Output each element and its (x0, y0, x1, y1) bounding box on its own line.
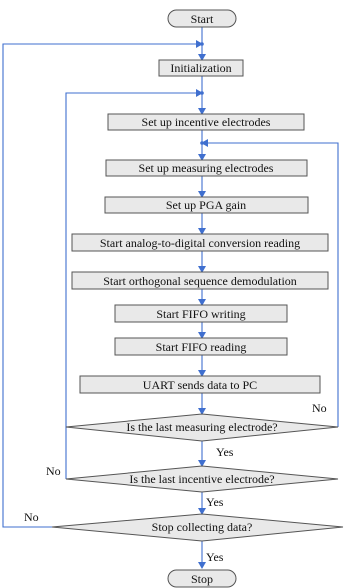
label-no-stop: No (24, 510, 39, 524)
label-no-measuring: No (312, 401, 327, 415)
node-stop (168, 570, 236, 587)
node-start-adc (72, 234, 328, 251)
junction-measuring-return (200, 141, 204, 145)
node-initialization (159, 60, 243, 76)
decision-last-measuring (66, 414, 338, 441)
label-yes-stop: Yes (206, 550, 224, 564)
node-set-pga (105, 197, 308, 213)
start-adc-label: Start analog-to-digital conversion reading (99, 236, 301, 250)
junction-incentive-return (200, 91, 204, 95)
initialization-label: Initialization (170, 61, 232, 75)
node-start (168, 10, 236, 27)
fifo-writing-label: Start FIFO writing (156, 307, 246, 321)
node-start-demod (72, 272, 328, 289)
decision-last-incentive (66, 466, 338, 492)
start-label: Start (190, 12, 214, 26)
fifo-reading-label: Start FIFO reading (155, 340, 247, 354)
set-pga-label: Set up PGA gain (165, 198, 247, 212)
label-yes-measuring: Yes (216, 445, 234, 459)
node-set-incentive (108, 114, 304, 130)
node-fifo-reading (115, 338, 287, 355)
node-uart (80, 376, 320, 393)
label-no-incentive: No (46, 464, 61, 478)
decision-stop-collecting (52, 514, 343, 541)
stop-label: Stop (190, 572, 214, 586)
decision-stop-label: Stop collecting data? (151, 520, 253, 534)
uart-label: UART sends data to PC (142, 378, 258, 392)
start-demod-label: Start orthogonal sequence demodulation (103, 274, 297, 288)
junction-init-return (200, 42, 204, 46)
node-set-measuring (106, 160, 307, 176)
label-yes-incentive: Yes (206, 495, 224, 509)
node-fifo-writing (115, 305, 287, 322)
set-incentive-label: Set up incentive electrodes (141, 115, 271, 129)
decision-incentive-label: Is the last incentive electrode? (129, 472, 275, 486)
decision-measuring-label: Is the last measuring electrode? (126, 420, 278, 434)
set-measuring-label: Set up measuring electrodes (138, 161, 274, 175)
